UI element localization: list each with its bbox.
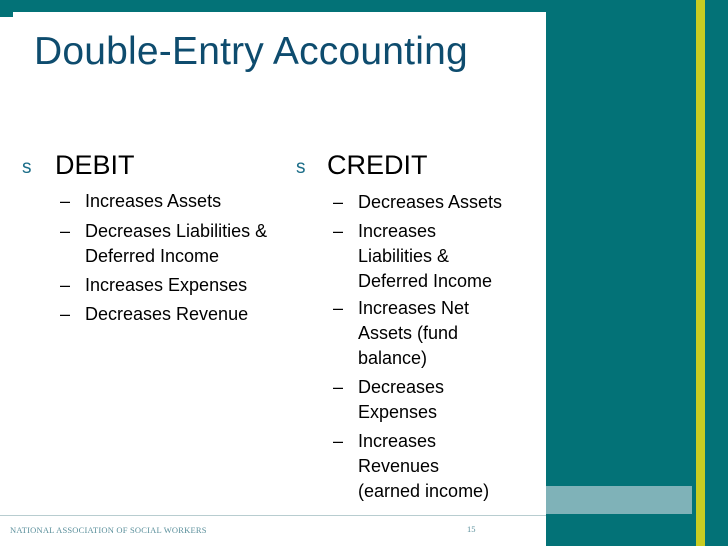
list-item-label: Decreases Revenue: [85, 304, 249, 324]
list-item: [60, 273, 290, 298]
dash-icon: –: [60, 275, 71, 295]
list-item-label: Decreases Assets: [358, 192, 503, 212]
page-number: 15: [467, 524, 476, 534]
dash-icon: –: [333, 192, 344, 212]
list-item: [333, 219, 493, 294]
list-item-label: Increases Assets: [85, 191, 222, 211]
list-item: [60, 219, 290, 269]
slide-title: Double-Entry Accounting: [34, 30, 468, 73]
list-item: [333, 429, 533, 504]
list-item-label: Increases Net Assets (fund balance): [358, 298, 470, 368]
bullet-icon: s: [296, 157, 306, 178]
title-accent: [0, 17, 13, 100]
corner-decoration-box: [546, 486, 692, 514]
list-item-label: Increases Expenses: [85, 275, 248, 295]
list-item-label: Decreases Expenses: [358, 377, 445, 422]
list-item-label: Decreases Liabilities & Deferred Income: [85, 221, 268, 266]
debit-heading: DEBIT: [55, 150, 135, 180]
footer-organization: NATIONAL ASSOCIATION OF SOCIAL WORKERS: [10, 525, 207, 535]
footer-divider: [0, 515, 546, 516]
dash-icon: –: [333, 431, 344, 451]
bullet-icon: s: [22, 157, 32, 178]
accent-vertical-bar: [696, 0, 705, 546]
dash-icon: –: [60, 191, 71, 211]
dash-icon: –: [333, 221, 344, 241]
dash-icon: –: [333, 377, 344, 397]
dash-icon: –: [60, 221, 71, 241]
dash-icon: –: [60, 304, 71, 324]
list-item-label: Increases Revenues (earned income): [358, 431, 490, 501]
list-item: [333, 375, 493, 425]
list-item: [60, 302, 290, 327]
list-item-label: Increases Liabilities & Deferred Income: [358, 221, 493, 291]
list-item: [333, 190, 533, 215]
credit-heading: CREDIT: [327, 150, 428, 180]
dash-icon: –: [333, 298, 344, 318]
list-item: [333, 296, 493, 371]
list-item: [60, 189, 290, 214]
